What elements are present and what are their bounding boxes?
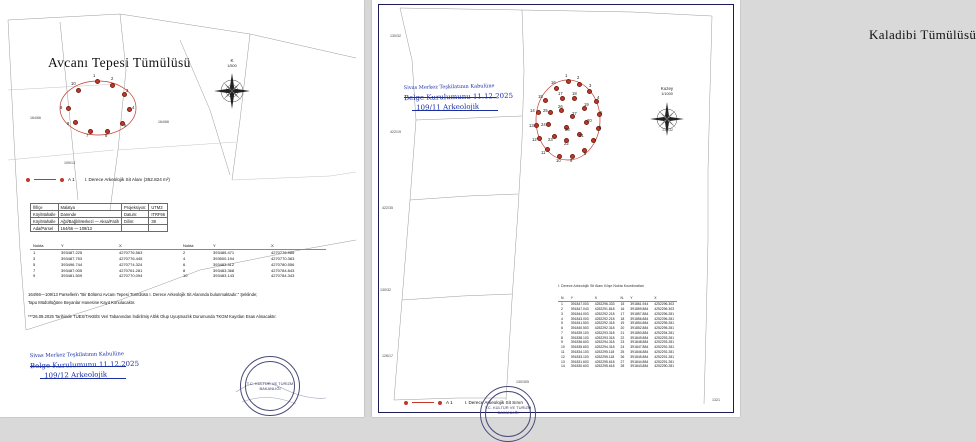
point-label: 17 — [558, 91, 563, 96]
cell: 23 — [620, 340, 625, 345]
boundary-point[interactable] — [110, 83, 115, 88]
table-row — [558, 364, 677, 369]
boundary-point-set-right — [529, 73, 604, 164]
boundary-point[interactable] — [73, 120, 78, 125]
point-label: 28 — [565, 127, 570, 132]
cell: 4252296.281 — [654, 316, 675, 321]
cell: 4252292.281 — [654, 345, 675, 350]
cell: 22 — [620, 335, 625, 340]
cell: 391839.103 — [570, 330, 589, 335]
cell: 14 — [561, 364, 565, 369]
cell: 18 — [620, 316, 625, 321]
north-label: Kuzey — [660, 86, 674, 91]
point-label: 4 — [132, 105, 135, 110]
col-x-2: X — [651, 296, 677, 301]
cell: 2 — [561, 306, 563, 311]
cell: 4252295.618 — [594, 364, 615, 369]
info-label2: Datum: — [122, 211, 149, 218]
cell: 391841.503 — [570, 321, 589, 326]
boundary-point[interactable] — [543, 98, 548, 103]
point-label: 8 — [584, 151, 587, 156]
info-value2: UTM3 — [149, 204, 168, 211]
boundary-point[interactable] — [572, 96, 577, 101]
cell: 391840.503 — [570, 326, 589, 331]
boundary-point[interactable] — [587, 89, 592, 94]
cell: 4252291.818 — [594, 306, 615, 311]
boundary-point[interactable] — [560, 96, 565, 101]
cell: 15 — [620, 302, 625, 307]
compass-rose-icon-right — [650, 100, 684, 138]
cell: 4252296.333 — [594, 302, 615, 307]
note-line-3: ***26.09.2025 Tarihinde TUES/TAKBİS Veri Tabanından İndirilmiş Altlık Olup Uyuşmazlık Durumunda TKGM Kayıtları Esas Alınacaktır. — [28, 314, 277, 319]
parcel-label: 130/305 — [516, 380, 529, 384]
legend-text: I. Derece Arkeolojik Sit Sınırı — [464, 400, 524, 405]
compass-rose-icon — [215, 72, 249, 112]
point-label: 20 — [587, 118, 592, 123]
info-value2: ITRF96 — [149, 211, 168, 218]
point-label: 23 — [548, 137, 553, 142]
point-label: 5 — [600, 110, 603, 115]
table-row — [31, 211, 168, 218]
cell: 7 — [33, 267, 36, 273]
page-title-left: Avcanı Tepesi Tümülüsü — [48, 55, 191, 70]
point-label: 10 — [71, 81, 76, 86]
col-nokta: Nokta — [30, 243, 58, 249]
parcel-label: 126/17 — [382, 354, 393, 358]
cell: 391849.884 — [630, 335, 649, 340]
parcel-label: 130/32 — [662, 128, 673, 132]
table-row — [31, 225, 168, 232]
point-label: 6 — [105, 133, 108, 138]
info-label: Ada/Parsel — [31, 225, 59, 232]
coordinate-table-caption: I. Derece Arkeolojik Sit Alanı Köşe Nokta Koordinatları — [558, 284, 645, 288]
point-label: 12 — [532, 137, 537, 142]
info-value: Darende — [58, 211, 121, 218]
parcel-label: 164/66 — [30, 116, 41, 120]
point-label: 24 — [541, 122, 546, 127]
cell: 4252292.218 — [594, 311, 615, 316]
cell: 20 — [620, 326, 625, 331]
seal-text: T.C. KÜLTÜR VE TURİZM BAKANLIĞI — [246, 381, 294, 391]
coordinate-table-left — [30, 243, 326, 279]
point-label: 13 — [529, 123, 534, 128]
boundary-point[interactable] — [545, 147, 550, 152]
legend-left — [26, 177, 170, 182]
cell: 4270784.843 — [271, 267, 295, 273]
boundary-point[interactable] — [534, 123, 539, 128]
cell: 27 — [620, 359, 625, 364]
cell: 4252293.281 — [654, 335, 675, 340]
cell: 13 — [561, 359, 565, 364]
cell: 10 — [183, 273, 188, 279]
cell: 4270776.563 — [119, 250, 143, 256]
cell: 391850.884 — [630, 330, 649, 335]
handwriting-underline — [40, 378, 126, 379]
info-value2 — [149, 225, 168, 232]
parcel-label: 130/32 — [380, 288, 391, 292]
boundary-point[interactable] — [546, 122, 551, 127]
legend-dot-icon — [404, 401, 408, 405]
cell: 2 — [183, 250, 186, 256]
cell: 21 — [620, 330, 625, 335]
cell: 11 — [561, 349, 565, 354]
cell: 391847.003 — [570, 302, 589, 307]
legend-line-icon — [34, 179, 56, 180]
cell: 5 — [561, 321, 563, 326]
cell: 391836.603 — [570, 340, 589, 345]
cell: 391859.884 — [630, 306, 649, 311]
boundary-point[interactable] — [66, 106, 71, 111]
cell: 12 — [561, 354, 565, 359]
cell: 1 — [33, 250, 36, 256]
point-label: 25 — [543, 108, 548, 113]
handwriting-underline — [404, 97, 496, 98]
cell: 6 — [183, 261, 186, 267]
point-label: 26 — [558, 104, 563, 109]
boundary-point[interactable] — [76, 88, 81, 93]
cell: 393485.471 — [213, 250, 235, 256]
parcel-label: 422/35 — [382, 206, 393, 210]
cell: 391845.884 — [630, 354, 649, 359]
info-label2: Dilim: — [122, 218, 149, 225]
col-n-2: N. — [618, 296, 628, 301]
cell: 4270784.343 — [271, 273, 295, 279]
info-value2: 39 — [149, 218, 168, 225]
cell: 4270774.324 — [119, 261, 143, 267]
point-label: 6 — [599, 125, 602, 130]
cell: 6 — [561, 326, 563, 331]
north-label-right — [650, 86, 684, 96]
cell: 4252295.281 — [654, 321, 675, 326]
info-label2: Projeksiyon: — [122, 204, 149, 211]
parcel-label: 164/66 — [158, 120, 169, 124]
legend-dot-icon — [60, 178, 64, 182]
info-label: Köy/Mahalle — [31, 211, 59, 218]
legend-dot-icon — [438, 401, 442, 405]
cell: 4252292.218 — [594, 316, 615, 321]
handwriting-underline — [30, 366, 126, 367]
boundary-point[interactable] — [577, 82, 582, 87]
cell: 391844.003 — [570, 311, 589, 316]
point-label: 4 — [597, 95, 600, 100]
cell: 391847.043 — [570, 306, 589, 311]
cell: 4252296.303 — [654, 302, 675, 307]
point-label: 22 — [564, 141, 569, 146]
point-label: 8 — [67, 121, 70, 126]
point-label: 5 — [124, 123, 127, 128]
sheet-right-border — [378, 4, 734, 413]
col-y-2: Y — [627, 296, 651, 301]
info-label2 — [122, 225, 149, 232]
cell: 391843.003 — [570, 316, 589, 321]
handwritten-line-2: Belge Kurulumunu 11.12.2025 — [403, 91, 514, 102]
col-x: X — [592, 296, 618, 301]
col-n: N. — [558, 296, 568, 301]
cell: 4252293.281 — [654, 340, 675, 345]
cell: 10 — [561, 345, 565, 350]
cell: 391843.884 — [630, 364, 649, 369]
cell: 391833.103 — [570, 354, 589, 359]
col-x-2: X — [268, 243, 326, 249]
point-label: 1 — [565, 73, 568, 78]
table-row — [31, 204, 168, 211]
cell: 4252292.281 — [654, 349, 675, 354]
north-label: K — [230, 58, 234, 63]
point-label: 2 — [577, 75, 580, 80]
cell: 4 — [183, 255, 186, 261]
cell: 4270780.556 — [271, 261, 295, 267]
cell: 4252292.318 — [594, 326, 615, 331]
parcel-label: 422/19 — [390, 130, 401, 134]
cell: 4252291.281 — [654, 354, 675, 359]
cell: 391857.884 — [630, 311, 649, 316]
seal-text: T.C. KÜLTÜR VE TURİZM BAKANLIĞI — [484, 405, 532, 415]
cell: 17 — [620, 311, 625, 316]
table-row — [31, 218, 168, 225]
info-table-left — [30, 203, 168, 232]
cell: 9 — [33, 273, 36, 279]
cell: 391846.884 — [630, 349, 649, 354]
table-row — [30, 273, 326, 279]
cell: 25 — [620, 349, 625, 354]
cell: 4252291.281 — [654, 359, 675, 364]
handwritten-line-3: 109/11 Arkeolojik — [416, 102, 480, 112]
scale-label: 1/1000 — [661, 92, 673, 96]
cell: 391834.103 — [570, 349, 589, 354]
cell: 4270770.094 — [119, 273, 143, 279]
info-value: Ağıl/Bağlı/Merkezi — Aksa/Fatih — [58, 218, 121, 225]
cell: 4252294.281 — [654, 330, 675, 335]
cell: 4252296.281 — [654, 311, 675, 316]
handwriting-underline — [412, 110, 498, 111]
cell: 24 — [620, 345, 625, 350]
cell: 16 — [620, 306, 625, 311]
cell: 4252294.318 — [594, 340, 615, 345]
boundary-point[interactable] — [566, 79, 571, 84]
cell: 391861.944 — [630, 302, 649, 307]
boundary-point[interactable] — [537, 136, 542, 141]
point-label: 19 — [584, 102, 589, 107]
handwritten-line-1: Sivas Merkez Teşkilatının Kabulüne — [29, 351, 124, 360]
boundary-point[interactable] — [88, 129, 93, 134]
cell: 4270761.281 — [119, 267, 143, 273]
cell: 4252295.118 — [594, 349, 615, 354]
point-label: 3 — [589, 83, 592, 88]
point-label: 21 — [579, 133, 584, 138]
cell: 4252295.618 — [594, 359, 615, 364]
cell: 1 — [561, 302, 563, 307]
point-label: 1 — [93, 73, 96, 78]
official-seal-left — [240, 356, 300, 416]
legend-marker-label: A 1 — [446, 400, 453, 405]
cell: 4252290.281 — [654, 364, 675, 369]
point-label: 14 — [530, 108, 535, 113]
cell: 393500.194 — [213, 255, 235, 261]
cell: 393487.753 — [61, 255, 83, 261]
cell: 393496.744 — [61, 261, 83, 267]
cell: 393483.312 — [213, 261, 235, 267]
coordinate-table-right — [558, 296, 677, 369]
handwritten-line-3: 109/12 Arkeolojik — [44, 370, 108, 381]
cell: 391844.884 — [630, 359, 649, 364]
cell: 19 — [620, 321, 625, 326]
cell: 8 — [183, 267, 186, 273]
point-label: 9 — [60, 105, 63, 110]
point-label: 7 — [86, 133, 89, 138]
point-label: 11 — [541, 150, 546, 155]
cell: 7 — [561, 330, 563, 335]
cell: 4252295.118 — [594, 354, 615, 359]
cell: 4270776.445 — [119, 255, 143, 261]
col-y: Y — [568, 296, 592, 301]
cell: 26 — [620, 354, 625, 359]
parcel-label: 130/32 — [390, 34, 401, 38]
boundary-point-set-left — [60, 73, 136, 138]
cell: 4270770.363 — [271, 255, 295, 261]
cell: 393487.225 — [61, 250, 83, 256]
cell: 4252292.318 — [594, 321, 615, 326]
cell: 391856.884 — [630, 316, 649, 321]
legend-dot-icon — [26, 178, 30, 182]
note-line-2: Tapu Müdürlüğüne Beyanlar Hanesine Kayıt Konulacaktır. — [28, 300, 136, 305]
cell: 9 — [561, 340, 563, 345]
legend-line-icon — [412, 402, 434, 403]
point-label: 2 — [111, 76, 114, 81]
cell: 391848.884 — [630, 340, 649, 345]
point-label: 18 — [572, 91, 577, 96]
handwritten-line-2: Belge Kurulumunu 11.12.2025 — [29, 359, 140, 370]
cell: 4 — [561, 316, 563, 321]
info-label: İl/İlçe — [31, 204, 59, 211]
cell: 4252293.318 — [594, 335, 615, 340]
cell: 3 — [33, 255, 36, 261]
parcel-label: 109/13 — [64, 161, 75, 165]
cell: 391854.884 — [630, 321, 649, 326]
legend-marker-label: A 1 — [68, 177, 75, 182]
cell: 393487.005 — [61, 267, 83, 273]
cell: 4252296.303 — [654, 306, 675, 311]
cell: 391838.103 — [570, 335, 589, 340]
cell: 391831.603 — [570, 359, 589, 364]
cell: 393483.143 — [213, 273, 235, 279]
point-label: 15 — [538, 94, 543, 99]
cell: 393483.368 — [213, 267, 235, 273]
cell: 4252294.318 — [594, 345, 615, 350]
handwritten-line-1: Sivas Merkez Teşkilatının Kabulüne — [403, 83, 495, 92]
cell: 391847.884 — [630, 345, 649, 350]
boundary-point[interactable] — [536, 110, 541, 115]
point-label: 10 — [556, 158, 561, 163]
note-line-1: 164/66—109/13 Parsellerin "Bir Bölümü Avcanı Tepesi Tümülüsü I. Derece Arkeolojik Sit Alanında bulunmaktadır." Şeklinde; — [28, 292, 258, 297]
col-y: Y — [58, 243, 116, 249]
point-label: 27 — [572, 111, 577, 116]
cell: 391852.884 — [630, 326, 649, 331]
parcel-label: 1321 — [712, 398, 720, 402]
boundary-point[interactable] — [548, 110, 553, 115]
cell: 28 — [620, 364, 625, 369]
col-y-2: Y — [210, 243, 268, 249]
cell: 391835.603 — [570, 345, 589, 350]
point-label: 16 — [551, 80, 556, 85]
page-title-right: Kaladibi Tümülüsü — [869, 27, 976, 42]
cell: 5 — [33, 261, 36, 267]
col-nokta-2: Nokta — [180, 243, 210, 249]
scale-label: 1/500 — [227, 64, 237, 68]
cell: 4270776.986 — [271, 250, 295, 256]
cell: 4252295.281 — [654, 326, 675, 331]
cell: 3 — [561, 311, 563, 316]
info-value: Malatya — [58, 204, 121, 211]
point-label: 7 — [594, 138, 597, 143]
info-label: Köy/Mahalle — [31, 218, 59, 225]
official-seal-right — [480, 386, 536, 442]
point-label: 9 — [570, 158, 573, 163]
cell: 391830.603 — [570, 364, 589, 369]
boundary-point[interactable] — [95, 79, 100, 84]
cell: 393481.509 — [61, 273, 83, 279]
point-label: 3 — [126, 88, 129, 93]
cell: 8 — [561, 335, 563, 340]
col-x: X — [116, 243, 180, 249]
legend-text: I. Derece Arkeolojik Sit Alanı (352.824 m²) — [84, 177, 170, 182]
sheet-left — [0, 0, 364, 417]
info-value: 164/66 — 109/13 — [58, 225, 121, 232]
cell: 4252293.318 — [594, 330, 615, 335]
sheet-right — [372, 0, 976, 417]
